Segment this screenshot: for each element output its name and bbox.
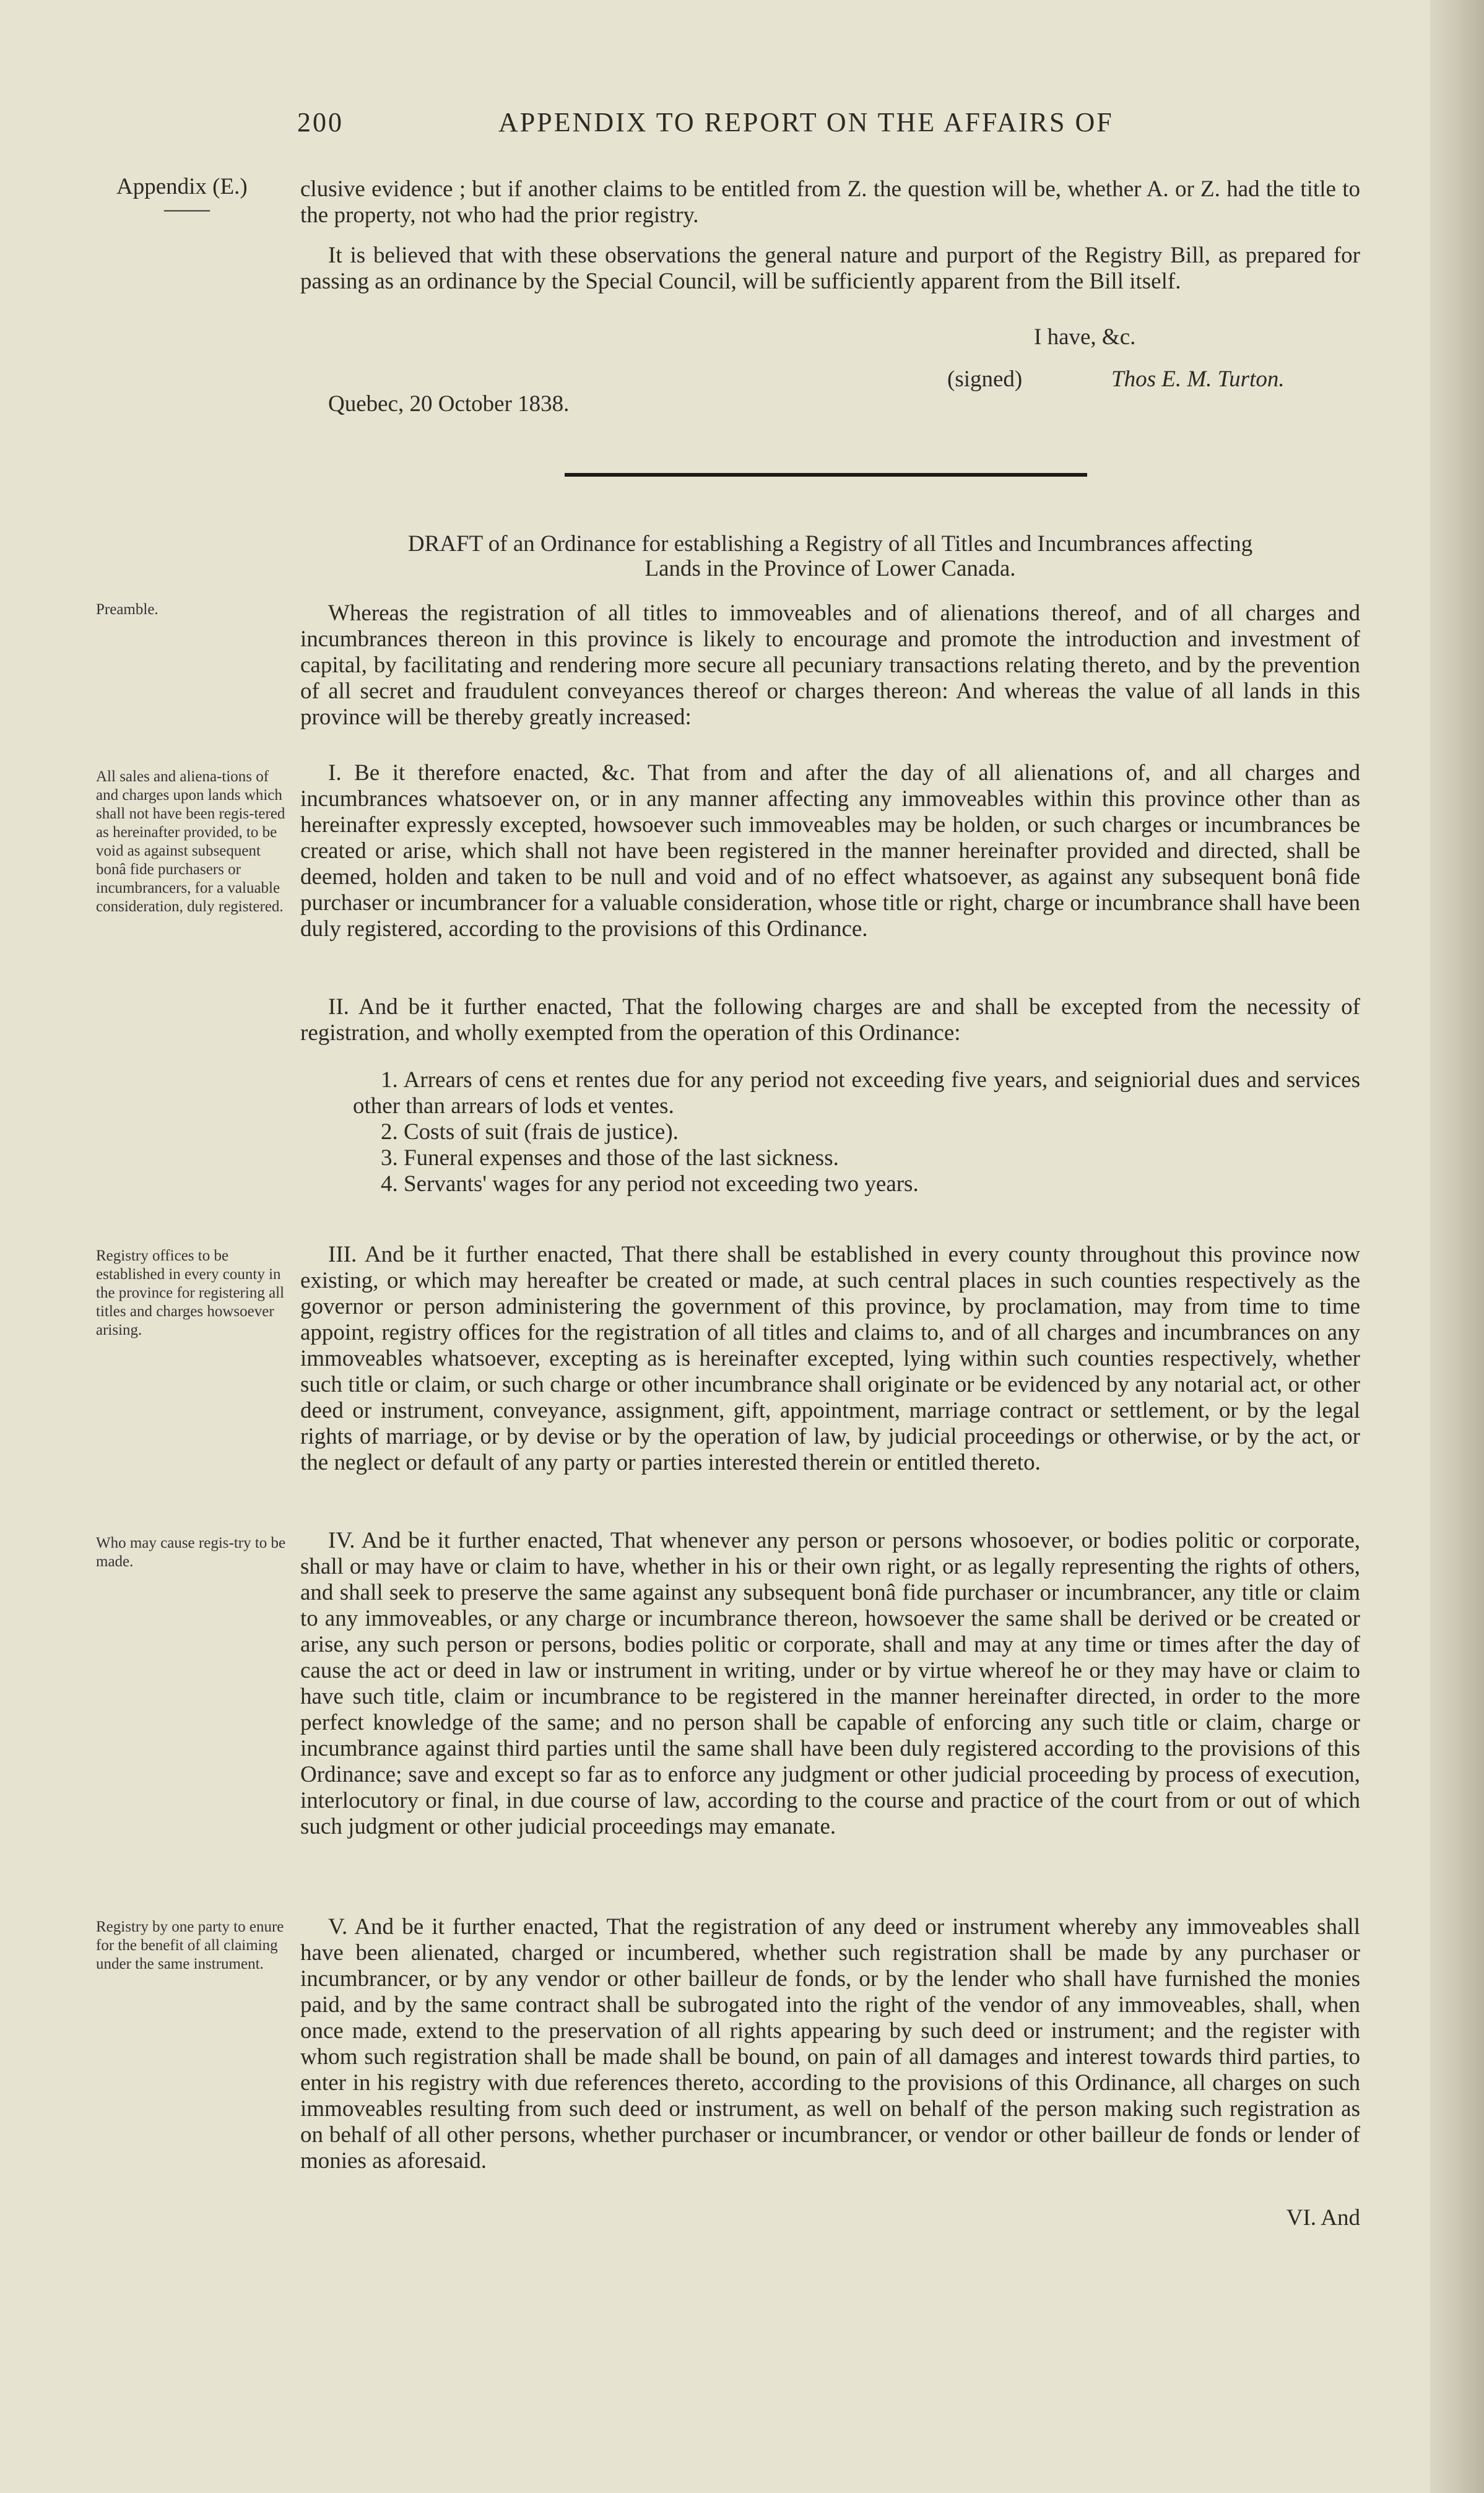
preamble: Whereas the registration of all titles to immoveables and of alienations thereof, and of all charges and incumbrances thereon in this province is likely to encourage and promote the introduction and investment of capital, by facilitating and rendering more secure all pecuniary transactions relating thereto, and by the prevention of all secret and fraudulent conveyances thereof or charges thereon: And whereas the value of all lands in this province will be thereby greatly increased: xyxy=(300,600,1360,730)
letter-signed: (signed) xyxy=(947,366,1023,392)
list-item: 4. Servants' wages for any period not exceeding two years. xyxy=(381,1171,919,1197)
list-item: 2. Costs of suit (frais de justice). xyxy=(381,1119,679,1145)
appendix-dash: —— xyxy=(164,196,210,222)
place-date: Quebec, 20 October 1838. xyxy=(328,391,570,417)
list-item: 3. Funeral expenses and those of the last sickness. xyxy=(381,1145,839,1171)
margin-note-section-3: Registry offices to be established in every county in the province for registering all titles and charges howsoever arising. xyxy=(96,1247,285,1338)
page-number: 200 xyxy=(297,107,344,137)
margin-note-section-1: All sales and aliena-tions of and charges upon lands which shall not have been regis-tered as hereinafter provided, to be void as against subsequent bonâ fide purchasers or incumbrancers, for a valuable consideration, duly registered. xyxy=(96,768,285,915)
appendix-label: Appendix (E.) xyxy=(116,174,248,199)
letter-para-1: clusive evidence ; but if another claims to be entitled from Z. the question will be, whether A. or Z. had the title to the property, not who had the prior registry. xyxy=(300,176,1360,228)
catchword: VI. And xyxy=(1286,2205,1360,2231)
margin-note-section-4: Who may cause regis-try to be made. xyxy=(96,1535,286,1570)
page-edge xyxy=(1430,0,1484,2493)
running-title: APPENDIX TO REPORT ON THE AFFAIRS OF xyxy=(498,107,1114,137)
margin-note-section-5: Registry by one party to enure for the benefit of all claiming under the same instrument. xyxy=(96,1919,284,1972)
letter-closing: I have, &c. xyxy=(1034,324,1136,350)
section-3: III. And be it further enacted, That there shall be established in every county throughout this province now existing, or which may hereafter be created or made, at such central places in such counties respectively as the governor or person administering the government of this province, by proclamation, may from time to time appoint, registry offices for the registration of all titles and claims to, and of all charges and incumbrances on any immoveables whatsoever, excepting as is hereinafter excepted, lying within such counties respectively, whether such title or claim, or such charge or other incumbrance shall originate or be evidenced by any notarial act, or other deed or instrument, conveyance, assignment, gift, appointment, marriage contract or settlement, or by the legal rights of marriage, or by devise or by the operation of law, by judicial proceedings or otherwise, or by the act, or the neglect or default of any party or parties interested therein or entitled thereto. xyxy=(300,1242,1360,1475)
letter-para-2: It is believed that with these observations the general nature and purport of the Registry Bill, as prepared for passing as an ordinance by the Special Council, will be sufficiently apparent from the Bill itself. xyxy=(300,243,1360,294)
exemption-list xyxy=(300,1067,1360,1197)
signatory: Thos E. M. Turton. xyxy=(1111,366,1285,392)
section-5: V. And be it further enacted, That the registration of any deed or instrument whereby any immoveables shall have been alienated, charged or incumbered, whether such registration shall be made by any purchaser or incumbrancer, or by any vendor or other bailleur de fonds, or by the lender who shall have furnished the monies paid, and by the same contract shall be subrogated into the right of the vendor of any immoveables, shall, when once made, extend to the preservation of all rights appearing by such deed or instrument; and the register with whom such registration shall be made shall be bound, on pain of all damages and interest towards third parties, to enter in his registry with due references thereto, according to the provisions of this Ordinance, all charges on such immoveables resulting from such deed or instrument, as well on behalf of the person making such registration as on behalf of all other persons, whether purchaser or incumbrancer, or vendor or other bailleur de fonds or lender of monies as aforesaid. xyxy=(300,1914,1360,2174)
section-rule xyxy=(565,473,1087,477)
margin-preamble: Preamble. xyxy=(96,601,158,618)
draft-title-line-2: Lands in the Province of Lower Canada. xyxy=(644,556,1016,581)
section-2: II. And be it further enacted, That the following charges are and shall be excepted from the necessity of registration, and wholly exempted from the operation of this Ordinance: xyxy=(300,994,1360,1046)
section-1: I. Be it therefore enacted, &c. That from and after the day of all alienations of, and all charges and incumbrances whatsoever on, or in any manner affecting any immoveables within this province other than as hereinafter expressly excepted, howsoever such immoveables may be holden, or such charges or incumbrances be created or arise, which shall not have been registered in the manner hereinafter provided and directed, shall be deemed, holden and taken to be null and void and of no effect whatsoever, as against any subsequent bonâ fide purchaser or incumbrancer for a valuable consideration, whose title or right, charge or incumbrance shall have been duly registered, according to the provisions of this Ordinance. xyxy=(300,760,1360,942)
section-4: IV. And be it further enacted, That whenever any person or persons whosoever, or bodies politic or corporate, shall or may have or claim to have, whether in his or their own right, or as legally representing the rights of others, and shall seek to preserve the same against any subsequent bonâ fide purchaser or incumbrancer, any title or claim to any immoveables, or any charge or incumbrance thereon, howsoever the same shall be derived or be created or arise, any such person or persons, bodies politic or corporate, shall and may at any time or times after the day of cause the act or deed in law or instrument in writing, under or by virtue whereof he or they may have or claim to have such title, claim or incumbrance to be registered in the manner hereinafter directed, in order to the more perfect knowledge of the same; and no person shall be capable of enforcing any such title or claim, charge or incumbrance against third parties until the same shall have been duly registered according to the provisions of this Ordinance; save and except so far as to enforce any judgment or other judicial proceeding by process of execution, interlocutory or final, in due course of law, according to the course and practice of the court from or out of which such judgment or other judicial proceedings may emanate. xyxy=(300,1528,1360,1839)
draft-title-line-1: DRAFT of an Ordinance for establishing a Registry of all Titles and Incumbrances affecting xyxy=(407,531,1253,557)
list-item: 1. Arrears of cens et rentes due for any period not exceeding five years, and seigniorial dues and services other than arrears of lods et ventes. xyxy=(353,1067,1360,1119)
